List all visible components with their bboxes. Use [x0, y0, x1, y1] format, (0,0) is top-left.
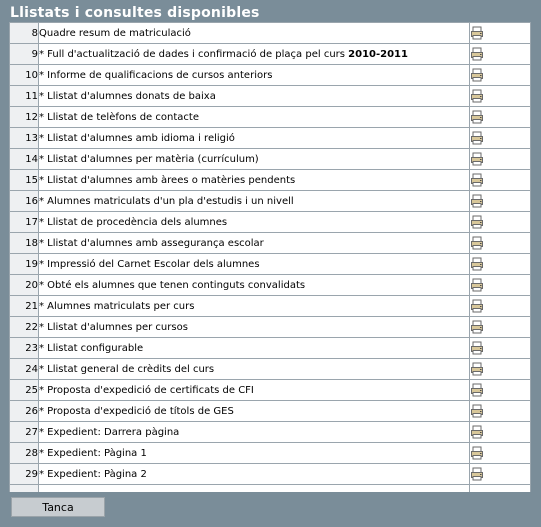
print-cell [470, 149, 531, 170]
print-cell [470, 107, 531, 128]
printer-icon[interactable] [470, 299, 484, 313]
print-cell [470, 296, 531, 317]
printer-icon[interactable] [470, 362, 484, 376]
print-cell [470, 422, 531, 443]
report-label-cell[interactable] [39, 212, 470, 233]
report-label-cell[interactable] [39, 422, 470, 443]
report-number: 29 [10, 464, 39, 485]
report-row[interactable] [10, 254, 531, 275]
report-label[interactable]: * Llistat d'alumnes amb idioma i religió [39, 132, 235, 144]
panel-title: Llistats i consultes disponibles [10, 5, 260, 21]
printer-icon[interactable] [470, 131, 484, 145]
report-number: 12 [10, 107, 39, 128]
print-cell [470, 128, 531, 149]
report-row[interactable] [10, 422, 531, 443]
report-number: 25 [10, 380, 39, 401]
report-row[interactable] [10, 317, 531, 338]
report-number: 11 [10, 86, 39, 107]
report-number: 15 [10, 170, 39, 191]
report-row[interactable] [10, 23, 531, 44]
print-cell [470, 317, 531, 338]
report-row[interactable] [10, 443, 531, 464]
report-label-cell[interactable] [39, 149, 470, 170]
report-number: 17 [10, 212, 39, 233]
report-number: 26 [10, 401, 39, 422]
report-row[interactable] [10, 170, 531, 191]
report-label[interactable]: * Alumnes matriculats per curs [39, 300, 195, 312]
print-cell [470, 233, 531, 254]
print-cell [470, 86, 531, 107]
report-label[interactable]: * Llistat d'alumnes amb assegurança escolar [39, 237, 264, 249]
report-number: 9 [10, 44, 39, 65]
print-cell [470, 191, 531, 212]
report-number: 14 [10, 149, 39, 170]
close-button[interactable]: Tanca [11, 497, 105, 517]
printer-icon[interactable] [470, 173, 484, 187]
printer-icon[interactable] [470, 110, 484, 124]
printer-icon[interactable] [470, 26, 484, 40]
report-number: 13 [10, 128, 39, 149]
report-label[interactable]: * Llistat d'alumnes per cursos [39, 321, 188, 333]
print-cell [470, 65, 531, 86]
report-label[interactable]: * Alumnes matriculats d'un pla d'estudis i un nivell [39, 195, 294, 207]
report-number: 8 [10, 23, 39, 44]
report-row[interactable] [10, 401, 531, 422]
report-label[interactable]: * Proposta d'expedició de certificats de CFI [39, 384, 254, 396]
report-row[interactable] [10, 338, 531, 359]
report-row[interactable] [10, 233, 531, 254]
report-label[interactable]: * Expedient: Pàgina 1 [39, 447, 147, 459]
report-label-cell[interactable] [39, 107, 470, 128]
print-cell [470, 443, 531, 464]
report-row[interactable] [10, 191, 531, 212]
report-row[interactable] [10, 359, 531, 380]
report-label-cell[interactable] [39, 23, 470, 44]
print-cell [470, 338, 531, 359]
printer-icon[interactable] [470, 215, 484, 229]
report-label[interactable]: * Informe de qualificacions de cursos anteriors [39, 69, 273, 81]
footer-bar [0, 492, 541, 527]
print-cell [470, 23, 531, 44]
report-label-cell[interactable] [39, 65, 470, 86]
print-cell [470, 275, 531, 296]
report-label-cell[interactable] [39, 401, 470, 422]
print-cell [470, 44, 531, 65]
report-row[interactable] [10, 128, 531, 149]
report-label[interactable]: * Llistat d'alumnes per matèria (currículum) [39, 153, 259, 165]
report-row[interactable] [10, 65, 531, 86]
print-cell [470, 380, 531, 401]
printer-icon[interactable] [470, 446, 484, 460]
report-label[interactable]: * Llistat de telèfons de contacte [39, 111, 199, 123]
printer-icon[interactable] [470, 404, 484, 418]
printer-icon[interactable] [470, 383, 484, 397]
report-label[interactable]: * Full d'actualització de dades i confirmació de plaça pel curs [39, 48, 349, 60]
report-number: 19 [10, 254, 39, 275]
report-number: 10 [10, 65, 39, 86]
print-cell [470, 401, 531, 422]
printer-icon[interactable] [470, 236, 484, 250]
print-cell [470, 464, 531, 485]
print-cell [470, 359, 531, 380]
report-label-year: 2010-2011 [348, 48, 408, 60]
report-label-cell[interactable] [39, 464, 470, 485]
printer-icon[interactable] [470, 152, 484, 166]
printer-icon[interactable] [470, 194, 484, 208]
printer-icon[interactable] [470, 68, 484, 82]
report-label-cell[interactable] [39, 275, 470, 296]
print-cell [470, 254, 531, 275]
report-label-cell[interactable] [39, 170, 470, 191]
printer-icon[interactable] [470, 89, 484, 103]
report-label-cell[interactable] [39, 296, 470, 317]
report-label-cell[interactable] [39, 44, 470, 65]
report-label[interactable]: * Expedient: Pàgina 2 [39, 468, 147, 480]
report-label-cell[interactable] [39, 359, 470, 380]
report-label[interactable]: * Expedient: Darrera pàgina [39, 426, 180, 438]
report-label-cell[interactable] [39, 380, 470, 401]
report-label-cell[interactable] [39, 233, 470, 254]
report-label[interactable]: * Obté els alumnes que tenen continguts convalidats [39, 279, 306, 291]
reports-list[interactable] [9, 22, 531, 492]
printer-icon[interactable] [470, 320, 484, 334]
report-number: 27 [10, 422, 39, 443]
report-number: 16 [10, 191, 39, 212]
report-row[interactable] [10, 86, 531, 107]
report-number: 18 [10, 233, 39, 254]
report-row[interactable] [10, 296, 531, 317]
report-number: 20 [10, 275, 39, 296]
report-label[interactable]: * Llistat d'alumnes amb àrees o matèries pendents [39, 174, 296, 186]
report-label-cell[interactable] [39, 191, 470, 212]
print-cell [470, 170, 531, 191]
report-number: 28 [10, 443, 39, 464]
report-label-cell[interactable] [39, 338, 470, 359]
printer-icon[interactable] [470, 467, 484, 481]
report-label[interactable]: Quadre resum de matriculació [39, 27, 191, 39]
report-row[interactable] [10, 149, 531, 170]
report-label[interactable]: * Proposta d'expedició de títols de GES [39, 405, 234, 417]
report-label-cell[interactable] [39, 86, 470, 107]
print-cell [470, 212, 531, 233]
report-label[interactable]: * Impressió del Carnet Escolar dels alumnes [39, 258, 260, 270]
report-label[interactable]: * Llistat configurable [39, 342, 144, 354]
report-label[interactable]: * Llistat d'alumnes donats de baixa [39, 90, 216, 102]
report-row[interactable] [10, 44, 531, 65]
report-label[interactable]: * Llistat general de crèdits del curs [39, 363, 215, 375]
report-row-partial [10, 485, 531, 493]
report-row[interactable] [10, 107, 531, 128]
report-number: 22 [10, 317, 39, 338]
printer-icon[interactable] [470, 47, 484, 61]
report-number: 21 [10, 296, 39, 317]
report-label-cell[interactable] [39, 443, 470, 464]
report-row[interactable] [10, 464, 531, 485]
report-number: 23 [10, 338, 39, 359]
printer-icon[interactable] [470, 257, 484, 271]
reports-table [9, 22, 531, 492]
report-row[interactable] [10, 212, 531, 233]
report-row[interactable] [10, 275, 531, 296]
report-row[interactable] [10, 380, 531, 401]
report-label-cell[interactable] [39, 317, 470, 338]
printer-icon[interactable] [470, 341, 484, 355]
report-label[interactable]: * Llistat de procedència dels alumnes [39, 216, 228, 228]
report-number: 24 [10, 359, 39, 380]
printer-icon[interactable] [470, 425, 484, 439]
printer-icon[interactable] [470, 278, 484, 292]
report-label-cell[interactable] [39, 254, 470, 275]
report-label-cell[interactable] [39, 128, 470, 149]
